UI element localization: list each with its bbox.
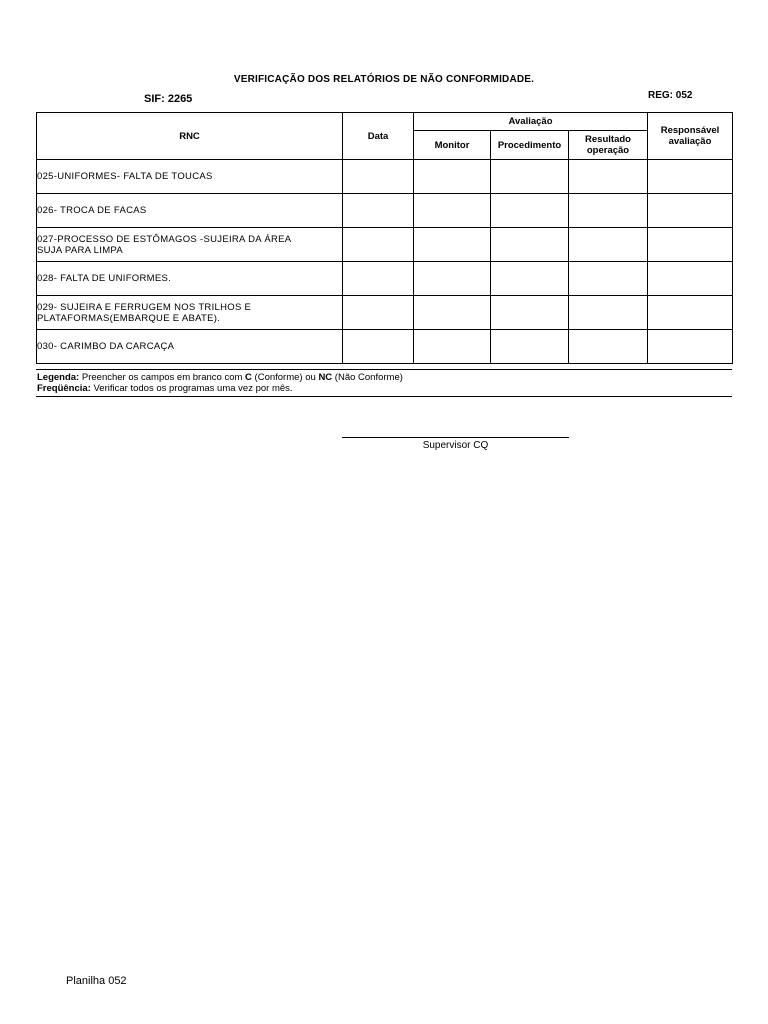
rnc-cell bbox=[37, 160, 343, 194]
header-resultado-line1: Resultado bbox=[585, 134, 631, 145]
responsavel-cell[interactable] bbox=[648, 160, 733, 194]
verification-table bbox=[36, 112, 733, 364]
signature-line bbox=[342, 437, 569, 438]
monitor-cell[interactable] bbox=[414, 330, 491, 364]
table-row bbox=[37, 228, 733, 262]
rnc-line2: SUJA PARA LIMPA bbox=[37, 244, 123, 256]
document-title: VERIFICAÇÃO DOS RELATÓRIOS DE NÃO CONFORMIDADE. bbox=[233, 74, 535, 85]
header-responsavel-line2: avaliação bbox=[668, 136, 712, 147]
legend-label: Legenda: bbox=[37, 372, 80, 383]
legend-text-2: (Conforme) ou bbox=[251, 372, 319, 383]
footer-sheet-name: Planilha 052 bbox=[66, 975, 127, 987]
legend-c: C bbox=[245, 372, 252, 383]
responsavel-cell[interactable] bbox=[648, 330, 733, 364]
monitor-cell[interactable] bbox=[414, 194, 491, 228]
rnc-cell bbox=[37, 228, 343, 262]
reg-number: REG: 052 bbox=[648, 90, 693, 101]
data-cell[interactable] bbox=[343, 194, 414, 228]
header-resultado bbox=[569, 131, 648, 160]
data-cell[interactable] bbox=[343, 160, 414, 194]
procedimento-cell[interactable] bbox=[491, 228, 569, 262]
monitor-cell[interactable] bbox=[414, 262, 491, 296]
resultado-cell[interactable] bbox=[569, 296, 648, 330]
header-resultado-line2: operação bbox=[586, 145, 630, 156]
rnc-line1: 025-UNIFORMES- FALTA DE TOUCAS bbox=[37, 171, 213, 182]
frequency-line bbox=[37, 383, 732, 394]
legend-text-1: Preencher os campos em branco com bbox=[79, 372, 246, 383]
rnc-line1: 029- SUJEIRA E FERRUGEM NOS TRILHOS E bbox=[37, 301, 252, 313]
legend-text-3: (Não Conforme) bbox=[332, 372, 403, 383]
data-cell[interactable] bbox=[343, 228, 414, 262]
data-cell[interactable] bbox=[343, 296, 414, 330]
frequency-text: Verificar todos os programas uma vez por mês. bbox=[90, 383, 293, 394]
responsavel-cell[interactable] bbox=[648, 194, 733, 228]
rnc-cell bbox=[37, 330, 343, 364]
table-row bbox=[37, 160, 733, 194]
signature-label: Supervisor CQ bbox=[422, 440, 489, 451]
header-data: Data bbox=[343, 113, 414, 160]
procedimento-cell[interactable] bbox=[491, 296, 569, 330]
resultado-cell[interactable] bbox=[569, 228, 648, 262]
table-row bbox=[37, 330, 733, 364]
procedimento-cell[interactable] bbox=[491, 330, 569, 364]
data-cell[interactable] bbox=[343, 262, 414, 296]
procedimento-cell[interactable] bbox=[491, 194, 569, 228]
table-row bbox=[37, 296, 733, 330]
legend-nc: NC bbox=[318, 372, 333, 383]
responsavel-cell[interactable] bbox=[648, 228, 733, 262]
header-avaliacao: Avaliação bbox=[414, 113, 648, 131]
monitor-cell[interactable] bbox=[414, 228, 491, 262]
rnc-line1: 028- FALTA DE UNIFORMES. bbox=[37, 273, 172, 284]
table-row bbox=[37, 194, 733, 228]
procedimento-cell[interactable] bbox=[491, 262, 569, 296]
rnc-line1: 026- TROCA DE FACAS bbox=[37, 205, 147, 216]
rnc-line2: PLATAFORMAS(EMBARQUE E ABATE). bbox=[37, 312, 221, 324]
sif-number: SIF: 2265 bbox=[144, 93, 193, 105]
data-cell[interactable] bbox=[343, 330, 414, 364]
header-responsavel-line1: Responsável bbox=[660, 125, 720, 136]
resultado-cell[interactable] bbox=[569, 160, 648, 194]
legend-block bbox=[36, 369, 732, 397]
resultado-cell[interactable] bbox=[569, 330, 648, 364]
frequency-label: Freqüência: bbox=[37, 383, 91, 394]
rnc-line1: 027-PROCESSO DE ESTÔMAGOS -SUJEIRA DA ÁREA bbox=[37, 233, 292, 245]
header-rnc: RNC bbox=[37, 113, 343, 160]
rnc-line1: 030- CARIMBO DA CARCAÇA bbox=[37, 341, 175, 352]
table-row bbox=[37, 262, 733, 296]
responsavel-cell[interactable] bbox=[648, 262, 733, 296]
rnc-cell bbox=[37, 194, 343, 228]
rnc-cell bbox=[37, 296, 343, 330]
responsavel-cell[interactable] bbox=[648, 296, 733, 330]
monitor-cell[interactable] bbox=[414, 296, 491, 330]
header-procedimento: Procedimento bbox=[491, 131, 569, 160]
legend-line bbox=[37, 372, 732, 383]
header-monitor: Monitor bbox=[414, 131, 491, 160]
header-responsavel bbox=[648, 113, 733, 160]
procedimento-cell[interactable] bbox=[491, 160, 569, 194]
monitor-cell[interactable] bbox=[414, 160, 491, 194]
table-header-row bbox=[37, 113, 733, 131]
resultado-cell[interactable] bbox=[569, 194, 648, 228]
rnc-cell bbox=[37, 262, 343, 296]
resultado-cell[interactable] bbox=[569, 262, 648, 296]
